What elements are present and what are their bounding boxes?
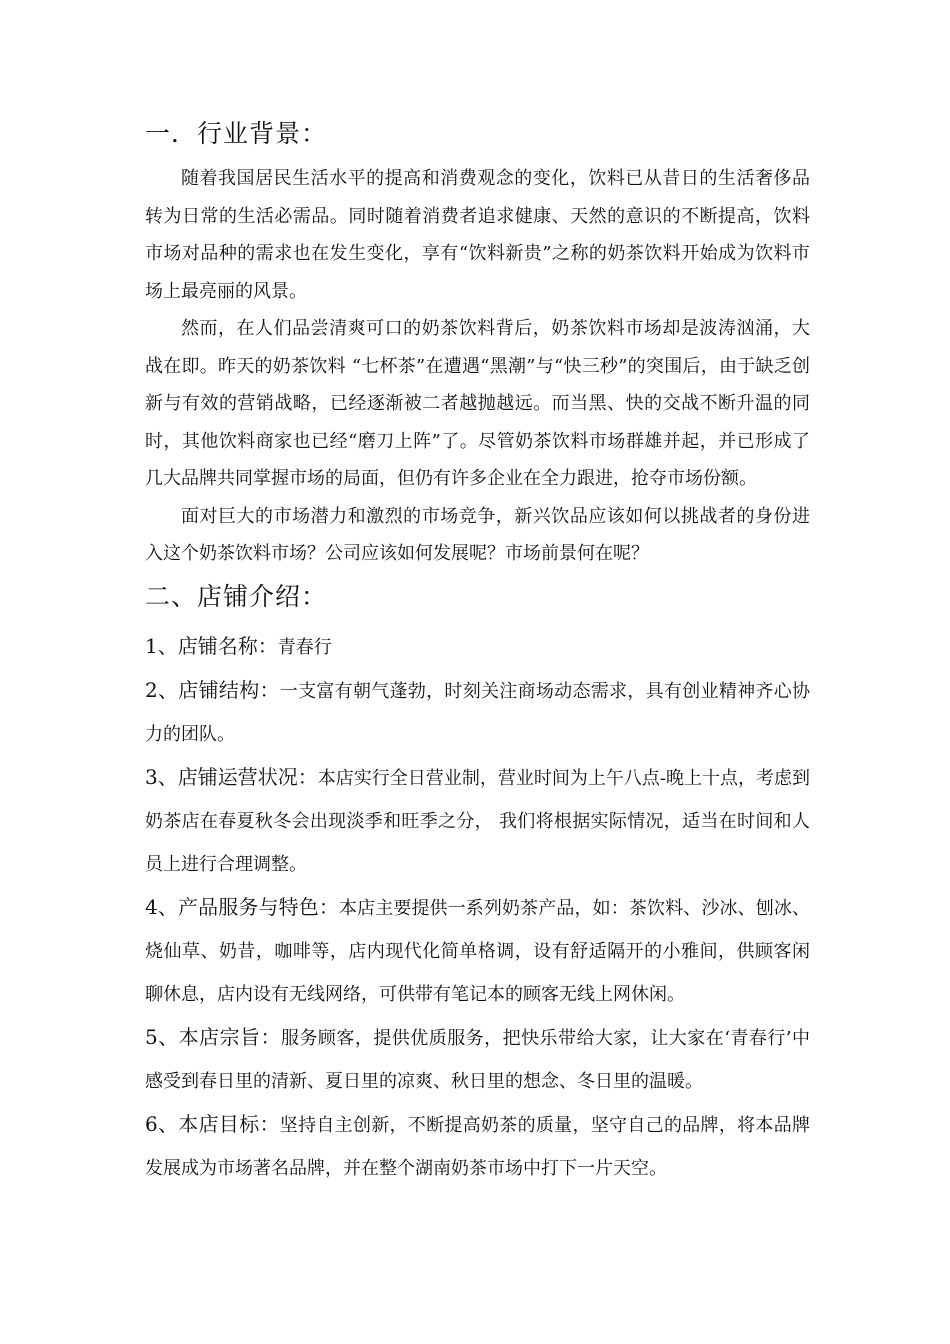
item-text: 坚持自主创新，不断提高奶茶的质量，坚守自己的品牌，将本品牌发展成为市场著名品牌，并在整个湖南奶茶市场中打下一片天空。 <box>145 1114 810 1179</box>
item-text: 青春行 <box>277 636 332 658</box>
item-text: 服务顾客，提供优质服务，把快乐带给大家，让大家在‘青春行’中感受到春日里的清新、夏日里的凉爽、秋日里的想念、冬日里的温暖。 <box>145 1027 810 1092</box>
list-item-store-structure <box>145 669 810 756</box>
list-item-store-name <box>145 625 810 669</box>
item-label: 3、店铺运营状况： <box>145 764 318 789</box>
list-item-store-operation <box>145 756 810 886</box>
item-text: 一支富有朝气蓬勃，时刻关注商场动态需求，具有创业精神齐心协力的团队。 <box>145 680 810 745</box>
item-label: 4、产品服务与特色： <box>145 894 339 919</box>
list-item-products-services <box>145 886 810 1016</box>
item-label: 5、本店宗旨： <box>145 1024 281 1049</box>
list-item-store-tenet <box>145 1016 810 1103</box>
list-item-store-goal <box>145 1103 810 1190</box>
item-text: 本店实行全日营业制，营业时间为上午八点-晚上十点，考虑到奶茶店在春夏秋冬会出现淡季和旺季之分， 我们将根据实际情况，适当在时间和人员上进行合理调整。 <box>145 767 810 875</box>
item-text: 本店主要提供一系列奶茶产品，如：茶饮料、沙冰、刨冰、烧仙草、奶昔，咖啡等，店内现代化简单格调，设有舒适隔开的小雅间，供顾客闲聊休息，店内设有无线网络，可供带有笔记本的顾客无线上网休闲。 <box>145 897 810 1005</box>
document-page <box>145 112 810 1190</box>
section-heading-store-intro: 二、店铺介绍： <box>145 581 328 611</box>
section-heading-industry-background: 一．行业背景： <box>145 119 328 148</box>
paragraph: 然而，在人们品尝清爽可口的奶茶饮料背后，奶茶饮料市场却是波涛汹涌，大战在即。昨天的奶茶饮料 “七杯茶”在遭遇“黑潮”与“快三秒”的突围后，由于缺乏创新与有效的营销战略，已经逐渐被二者越抛越远。而当黑、快的交战不断升温的同时，其他饮料商家也已经“磨刀上阵”了。尽管奶茶饮料市场群雄并起，并已形成了几大品牌共同掌握市场的局面，但仍有许多企业在全力跟进，抢夺市场份额。 <box>145 318 810 489</box>
item-label: 1、店铺名称： <box>145 633 278 658</box>
paragraph: 随着我国居民生活水平的提高和消费观念的变化，饮料已从昔日的生活奢侈品转为日常的生活必需品。同时随着消费者追求健康、天然的意识的不断提高，饮料市场对品种的需求也在发生变化，享有“饮料新贵”之称的奶茶饮料开始成为饮料市场上最亮丽的风景。 <box>145 168 810 302</box>
paragraph: 面对巨大的市场潜力和激烈的市场竞争，新兴饮品应该如何以挑战者的身份进入这个奶茶饮料市场？公司应该如何发展呢？市场前景何在呢？ <box>145 505 810 564</box>
item-label: 6、本店目标： <box>145 1111 280 1136</box>
item-label: 2、店铺结构： <box>145 677 280 702</box>
